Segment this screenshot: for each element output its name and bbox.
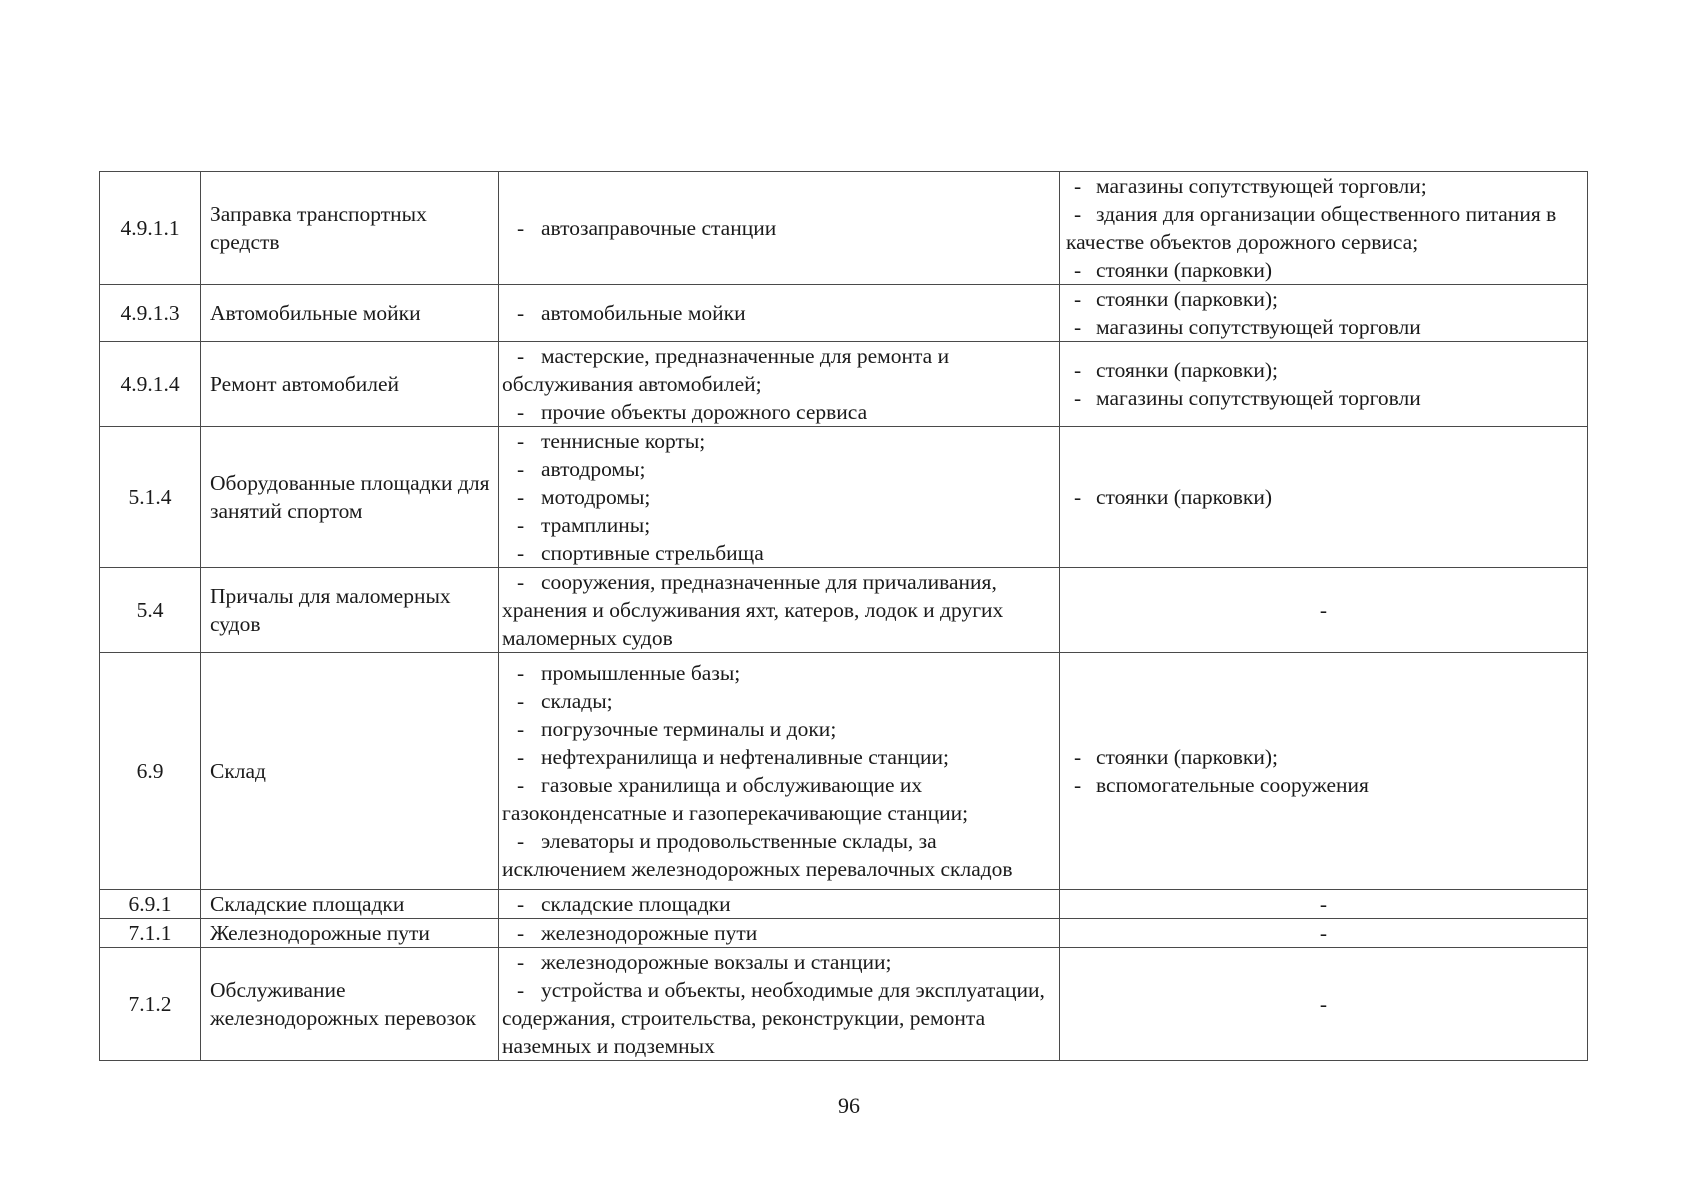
list-item bbox=[1066, 256, 1581, 284]
list-marker: - bbox=[517, 429, 525, 453]
list-marker: - bbox=[1074, 202, 1082, 226]
list-marker: - bbox=[517, 570, 525, 594]
list-item bbox=[502, 483, 1055, 511]
list-marker: - bbox=[517, 717, 525, 741]
list-item-text: погрузочные терминалы и доки; bbox=[541, 717, 837, 741]
list-item bbox=[502, 743, 1055, 771]
list-item-text: газовые хранилища и обслуживающие их газоконденсатные и газоперекачивающие станции; bbox=[502, 773, 969, 825]
list-marker: - bbox=[1074, 358, 1082, 382]
list-item-text: склады; bbox=[541, 689, 613, 713]
list-item-text: мастерские, предназначенные для ремонта и обслуживания автомобилей; bbox=[502, 344, 950, 396]
list-item-text: прочие объекты дорожного сервиса bbox=[541, 400, 868, 424]
row-code: 5.4 bbox=[100, 568, 201, 653]
row-auxiliary-uses: - bbox=[1060, 890, 1588, 919]
list-marker: - bbox=[517, 829, 525, 853]
list-item-text: автодромы; bbox=[541, 457, 646, 481]
list-item-text: магазины сопутствующей торговли; bbox=[1096, 174, 1427, 198]
list-item bbox=[1066, 384, 1581, 412]
row-name: Заправка транспортных средств bbox=[201, 172, 499, 285]
list-item-text: железнодорожные пути bbox=[541, 921, 758, 945]
list-marker: - bbox=[517, 216, 525, 240]
list-item-text: стоянки (парковки) bbox=[1096, 485, 1273, 509]
row-name: Оборудованные площадки для занятий спортом bbox=[201, 427, 499, 568]
table-row bbox=[100, 653, 1588, 890]
list-item bbox=[1066, 285, 1581, 313]
row-code: 6.9 bbox=[100, 653, 201, 890]
list-item bbox=[502, 398, 1055, 426]
list-item bbox=[502, 659, 1055, 687]
list-item-text: вспомогательные сооружения bbox=[1096, 773, 1369, 797]
list-marker: - bbox=[1074, 485, 1082, 509]
list-item bbox=[502, 890, 1055, 918]
list-marker: - bbox=[517, 400, 525, 424]
table-row bbox=[100, 890, 1588, 919]
list-item bbox=[502, 948, 1055, 976]
list-item bbox=[502, 342, 1055, 398]
list-item bbox=[502, 919, 1055, 947]
table-row bbox=[100, 172, 1588, 285]
list-item bbox=[1066, 313, 1581, 341]
row-auxiliary-uses bbox=[1060, 653, 1588, 890]
list-item-text: нефтехранилища и нефтеналивные станции; bbox=[541, 745, 949, 769]
row-main-uses bbox=[499, 172, 1060, 285]
row-name: Железнодорожные пути bbox=[201, 919, 499, 948]
table-row bbox=[100, 427, 1588, 568]
list-item-text: магазины сопутствующей торговли bbox=[1096, 386, 1421, 410]
row-name: Обслуживание железнодорожных перевозок bbox=[201, 948, 499, 1061]
list-marker: - bbox=[517, 661, 525, 685]
list-marker: - bbox=[1074, 745, 1082, 769]
list-item bbox=[502, 687, 1055, 715]
row-name: Склад bbox=[201, 653, 499, 890]
list-marker: - bbox=[517, 457, 525, 481]
list-marker: - bbox=[1074, 258, 1082, 282]
row-code: 4.9.1.4 bbox=[100, 342, 201, 427]
row-auxiliary-uses: - bbox=[1060, 568, 1588, 653]
list-item-text: стоянки (парковки) bbox=[1096, 258, 1273, 282]
list-marker: - bbox=[517, 892, 525, 916]
row-main-uses bbox=[499, 948, 1060, 1061]
list-item-text: автомобильные мойки bbox=[541, 301, 746, 325]
list-marker: - bbox=[517, 301, 525, 325]
list-item bbox=[502, 568, 1055, 652]
row-auxiliary-uses bbox=[1060, 285, 1588, 342]
table-row bbox=[100, 568, 1588, 653]
list-item bbox=[1066, 172, 1581, 200]
list-item-text: промышленные базы; bbox=[541, 661, 741, 685]
table-body bbox=[100, 172, 1588, 1061]
list-item bbox=[502, 214, 1055, 242]
row-main-uses bbox=[499, 342, 1060, 427]
list-item bbox=[502, 827, 1055, 883]
list-item bbox=[1066, 200, 1581, 256]
list-item-text: магазины сопутствующей торговли bbox=[1096, 315, 1421, 339]
row-code: 6.9.1 bbox=[100, 890, 201, 919]
list-marker: - bbox=[1074, 773, 1082, 797]
list-item bbox=[1066, 771, 1581, 799]
list-item bbox=[502, 771, 1055, 827]
list-item-text: стоянки (парковки); bbox=[1096, 745, 1279, 769]
row-code: 4.9.1.3 bbox=[100, 285, 201, 342]
row-code: 4.9.1.1 bbox=[100, 172, 201, 285]
list-item bbox=[1066, 356, 1581, 384]
list-item bbox=[1066, 483, 1581, 511]
row-main-uses bbox=[499, 285, 1060, 342]
row-code: 5.1.4 bbox=[100, 427, 201, 568]
list-item bbox=[502, 976, 1055, 1060]
list-item-text: устройства и объекты, необходимые для эксплуатации, содержания, строительства, реконструкции, ремонта наземных и подземных bbox=[502, 978, 1045, 1058]
list-item-text: трамплины; bbox=[541, 513, 651, 537]
list-item-text: автозаправочные станции bbox=[541, 216, 777, 240]
row-auxiliary-uses bbox=[1060, 342, 1588, 427]
list-marker: - bbox=[517, 978, 525, 1002]
row-main-uses bbox=[499, 427, 1060, 568]
list-marker: - bbox=[517, 541, 525, 565]
row-main-uses bbox=[499, 568, 1060, 653]
list-item-text: элеваторы и продовольственные склады, за исключением железнодорожных перевалочных складов bbox=[502, 829, 1013, 881]
row-name: Автомобильные мойки bbox=[201, 285, 499, 342]
row-name: Складские площадки bbox=[201, 890, 499, 919]
row-auxiliary-uses bbox=[1060, 427, 1588, 568]
list-item bbox=[502, 455, 1055, 483]
list-item-text: сооружения, предназначенные для причаливания, хранения и обслуживания яхт, катеров, лодок и других маломерных судов bbox=[502, 570, 1004, 650]
list-marker: - bbox=[1074, 386, 1082, 410]
row-auxiliary-uses: - bbox=[1060, 948, 1588, 1061]
list-item bbox=[502, 511, 1055, 539]
list-item bbox=[502, 715, 1055, 743]
list-item-text: железнодорожные вокзалы и станции; bbox=[541, 950, 892, 974]
list-marker: - bbox=[1074, 287, 1082, 311]
list-item bbox=[502, 299, 1055, 327]
list-item-text: теннисные корты; bbox=[541, 429, 706, 453]
list-item-text: стоянки (парковки); bbox=[1096, 287, 1279, 311]
list-item-text: спортивные стрельбища bbox=[541, 541, 764, 565]
list-marker: - bbox=[517, 513, 525, 537]
row-code: 7.1.1 bbox=[100, 919, 201, 948]
table-row bbox=[100, 285, 1588, 342]
table-row bbox=[100, 948, 1588, 1061]
list-marker: - bbox=[517, 485, 525, 509]
list-item-text: складские площадки bbox=[541, 892, 731, 916]
list-item-text: здания для организации общественного питания в качестве объектов дорожного сервиса; bbox=[1066, 202, 1557, 254]
table-row bbox=[100, 919, 1588, 948]
table-row bbox=[100, 342, 1588, 427]
row-main-uses bbox=[499, 653, 1060, 890]
page-number: 96 bbox=[838, 1093, 860, 1118]
row-auxiliary-uses: - bbox=[1060, 919, 1588, 948]
row-auxiliary-uses bbox=[1060, 172, 1588, 285]
list-marker: - bbox=[517, 745, 525, 769]
row-name: Ремонт автомобилей bbox=[201, 342, 499, 427]
list-item-text: мотодромы; bbox=[541, 485, 651, 509]
land-use-table bbox=[99, 171, 1588, 1061]
list-marker: - bbox=[517, 950, 525, 974]
list-item bbox=[1066, 743, 1581, 771]
list-marker: - bbox=[1074, 174, 1082, 198]
row-code: 7.1.2 bbox=[100, 948, 201, 1061]
list-marker: - bbox=[1074, 315, 1082, 339]
list-item bbox=[502, 427, 1055, 455]
list-marker: - bbox=[517, 689, 525, 713]
row-main-uses bbox=[499, 919, 1060, 948]
row-name: Причалы для маломерных судов bbox=[201, 568, 499, 653]
row-main-uses bbox=[499, 890, 1060, 919]
list-item bbox=[502, 539, 1055, 567]
list-marker: - bbox=[517, 921, 525, 945]
list-marker: - bbox=[517, 344, 525, 368]
list-marker: - bbox=[517, 773, 525, 797]
list-item-text: стоянки (парковки); bbox=[1096, 358, 1279, 382]
